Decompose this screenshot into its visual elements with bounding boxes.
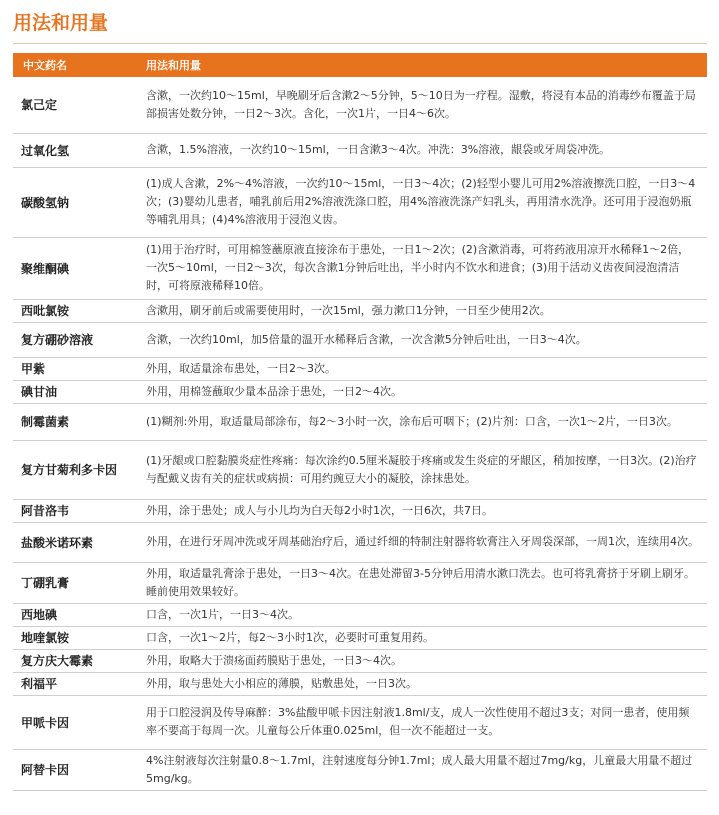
drug-name-cell: 复方甘菊利多卡因: [13, 440, 138, 499]
header-drug-name: 中文药名: [13, 53, 138, 77]
table-row: [13, 672, 707, 695]
table-row: [13, 237, 707, 299]
table-row: [13, 299, 707, 322]
table-row: [13, 322, 707, 357]
usage-cell: 外用，在进行牙周冲洗或牙周基础治疗后，通过纤细的特制注射器将软膏注入牙周袋深部，一周1次，连续用4次。: [138, 522, 707, 562]
drug-usage-table: [13, 53, 707, 791]
table-row: [13, 562, 707, 603]
usage-cell: 外用，取适量乳膏涂于患处，一日3～4次。在患处滞留3-5分钟后用清水漱口洗去。也可将乳膏挤于牙刷上刷牙。睡前使用效果较好。: [138, 562, 707, 603]
drug-name-cell: 氯己定: [13, 77, 138, 133]
table-row: [13, 357, 707, 380]
usage-cell: 含漱用，刷牙前后或需要使用时，一次15ml，强力漱口1分钟，一日至少使用2次。: [138, 299, 707, 322]
usage-cell: 用于口腔浸润及传导麻醉：3%盐酸甲哌卡因注射液1.8ml/支，成人一次性使用不超过3支；对同一患者，使用频率不要高于每周一次。儿童每公斤体重0.025ml，但一次不能超过一支。: [138, 695, 707, 749]
table-row: [13, 403, 707, 440]
usage-cell: 4%注射液每次注射量0.8～1.7ml，注射速度每分钟1.7ml；成人最大用量不超过7mg/kg，儿童最大用量不超过5mg/kg。: [138, 749, 707, 790]
usage-cell: (1)成人含漱，2%～4%溶液，一次约10～15ml，一日3～4次；(2)轻型小婴儿可用2%溶液擦洗口腔，一日3～4次；(3)婴幼儿患者，哺乳前后用2%溶液洗涤口腔，用4%溶液洗涤产妇乳头，再用清水洗净。还可用于浸泡奶瓶等哺乳用具；(4)4%溶液用于浸泡义齿。: [138, 167, 707, 237]
table-row: [13, 499, 707, 522]
table-row: [13, 649, 707, 672]
drug-name-cell: 地喹氯铵: [13, 626, 138, 649]
usage-cell: (1)牙龈或口腔黏膜炎症性疼痛：每次涂约0.5厘米凝胶于疼痛或发生炎症的牙龈区，稍加按摩，一日3次。(2)治疗与配戴义齿有关的症状或病损：可用约豌豆大小的凝胶，涂抹患处。: [138, 440, 707, 499]
table-row: [13, 167, 707, 237]
drug-name-cell: 阿昔洛韦: [13, 499, 138, 522]
drug-name-cell: 碳酸氢钠: [13, 167, 138, 237]
drug-name-cell: 过氧化氢: [13, 133, 138, 167]
table-row: [13, 77, 707, 133]
drug-name-cell: 利福平: [13, 672, 138, 695]
drug-name-cell: 盐酸米诺环素: [13, 522, 138, 562]
table-row: [13, 603, 707, 626]
drug-name-cell: 阿替卡因: [13, 749, 138, 790]
table-row: [13, 133, 707, 167]
header-usage: 用法和用量: [138, 53, 707, 77]
table-row: [13, 626, 707, 649]
drug-name-cell: 复方硼砂溶液: [13, 322, 138, 357]
title-divider: [13, 43, 707, 44]
drug-name-cell: 甲紫: [13, 357, 138, 380]
usage-cell: (1)用于治疗时，可用棉签蘸原液直接涂布于患处，一日1～2次；(2)含漱消毒，可将药液用凉开水稀释1～2倍，一次5～10ml，一日2～3次，每次含漱1分钟后吐出，半小时内不饮水和进食；(3)用于活动义齿夜间浸泡清洁时，可将原液稀释10倍。: [138, 237, 707, 299]
usage-cell: 含漱，一次约10ml，加5倍量的温开水稀释后含漱，一次含漱5分钟后吐出，一日3～4次。: [138, 322, 707, 357]
drug-name-cell: 西吡氯铵: [13, 299, 138, 322]
usage-cell: 外用，取略大于溃疡面药膜贴于患处，一日3～4次。: [138, 649, 707, 672]
page-title: 用法和用量: [13, 12, 109, 34]
drug-name-cell: 复方庆大霉素: [13, 649, 138, 672]
drug-name-cell: 制霉菌素: [13, 403, 138, 440]
drug-name-cell: 聚维酮碘: [13, 237, 138, 299]
drug-name-cell: 西地碘: [13, 603, 138, 626]
usage-cell: 外用，取与患处大小相应的薄膜，贴敷患处，一日3次。: [138, 672, 707, 695]
usage-cell: 外用，取适量涂布患处，一日2～3次。: [138, 357, 707, 380]
usage-cell: 口含，一次1片，一日3～4次。: [138, 603, 707, 626]
usage-cell: (1)糊剂:外用，取适量局部涂布，每2～3小时一次，涂布后可咽下；(2)片剂：口含，一次1～2片，一日3次。: [138, 403, 707, 440]
table-row: [13, 695, 707, 749]
usage-cell: 含漱，1.5%溶液，一次约10～15ml，一日含漱3～4次。冲洗：3%溶液，龈袋或牙周袋冲洗。: [138, 133, 707, 167]
table-row: [13, 380, 707, 403]
table-header-row: [13, 53, 707, 77]
drug-name-cell: 碘甘油: [13, 380, 138, 403]
table-body: [13, 77, 707, 790]
usage-cell: 外用，涂于患处；成人与小儿均为白天每2小时1次，一日6次，共7日。: [138, 499, 707, 522]
table-row: [13, 440, 707, 499]
drug-name-cell: 丁硼乳膏: [13, 562, 138, 603]
table-row: [13, 749, 707, 790]
drug-name-cell: 甲哌卡因: [13, 695, 138, 749]
usage-cell: 外用，用棉签蘸取少量本品涂于患处，一日2～4次。: [138, 380, 707, 403]
usage-cell: 含漱，一次约10～15ml，早晚刷牙后含漱2～5分钟，5～10日为一疗程。湿敷，将浸有本品的消毒纱布覆盖于局部损害处数分钟，一日2～3次。含化，一次1片，一日4～6次。: [138, 77, 707, 133]
table-row: [13, 522, 707, 562]
usage-cell: 口含，一次1～2片，每2～3小时1次，必要时可重复用药。: [138, 626, 707, 649]
